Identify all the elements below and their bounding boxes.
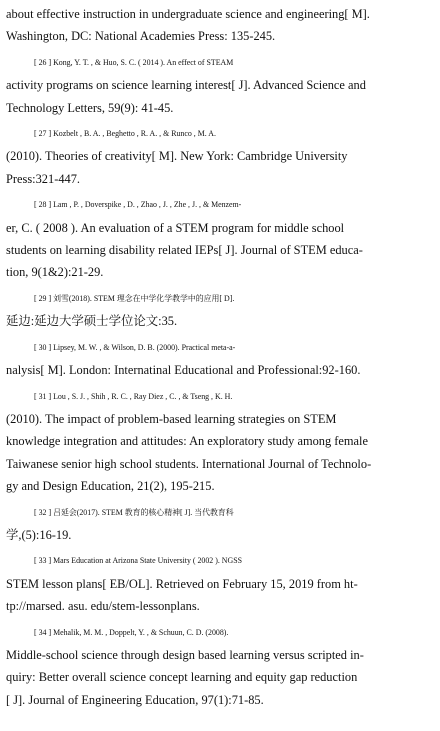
reference-line: Technology Letters, 59(9): 41-45. bbox=[6, 100, 174, 115]
reference-line: quiry: Better overall science concept learning and equity gap reduction bbox=[6, 670, 358, 685]
reference-line: nalysis[ M]. London: Internatinal Educational and Professional:92-160. bbox=[6, 363, 361, 378]
reference-28 bbox=[6, 194, 434, 284]
reference-line: students on learning disability related IEPs[ J]. Journal of STEM educa- bbox=[6, 243, 363, 258]
reference-line: knowledge integration and attitudes: An exploratory study among female bbox=[6, 434, 368, 449]
reference-30 bbox=[6, 337, 434, 382]
reference-line: [ 34 ] Mehalik, M. M. , Doppelt, Y. , & Schuun, C. D. (2008). bbox=[34, 627, 229, 637]
reference-line: Taiwanese senior high school students. International Journal of Technolo- bbox=[6, 456, 372, 471]
reference-line: [ 29 ] 刘雪(2018). STEM 理念在中学化学教学中的应用[ D]. bbox=[34, 293, 235, 303]
reference-line: (2010). Theories of creativity[ M]. New York: Cambridge University bbox=[6, 149, 348, 164]
reference-line: 延边:延边大学硕士学位论文:35. bbox=[6, 314, 178, 329]
reference-25-continuation bbox=[6, 3, 434, 48]
reference-line: [ J]. Journal of Engineering Education, 97(1):71-85. bbox=[6, 692, 264, 707]
reference-line: STEM lesson plans[ EB/OL]. Retrieved on February 15, 2019 from ht- bbox=[6, 576, 358, 591]
reference-26 bbox=[6, 52, 434, 119]
reference-line: Washington, DC: National Academies Press: 135-245. bbox=[6, 29, 276, 44]
reference-line: [ 28 ] Lam , P. , Doverspike , D. , Zhao , J. , Zhe , J. , & Menzem- bbox=[34, 200, 242, 210]
reference-line: [ 33 ] Mars Education at Arizona State University ( 2002 ). NGSS bbox=[34, 556, 242, 566]
reference-line: gy and Design Education, 21(2), 195-215. bbox=[6, 479, 215, 494]
reference-line: activity programs on science learning interest[ J]. Advanced Science and bbox=[6, 78, 366, 93]
reference-line: [ 32 ] 吕延会(2017). STEM 教育的核心精神[ J]. 当代教育科 bbox=[34, 507, 234, 517]
reference-27 bbox=[6, 123, 434, 190]
reference-line: Press:321-447. bbox=[6, 171, 80, 186]
reference-line: 学,(5):16-19. bbox=[6, 527, 72, 542]
reference-line: er, C. ( 2008 ). An evaluation of a STEM program for middle school bbox=[6, 220, 345, 235]
reference-31 bbox=[6, 386, 434, 498]
reference-33 bbox=[6, 550, 434, 617]
reference-line: tp://marsed. asu. edu/stem-lessonplans. bbox=[6, 599, 200, 614]
reference-29 bbox=[6, 288, 434, 333]
reference-line: about effective instruction in undergraduate science and engineering[ M]. bbox=[6, 7, 370, 21]
reference-34 bbox=[6, 622, 434, 712]
reference-line: [ 30 ] Lipsey, M. W. , & Wilson, D. B. (2000). Practical meta-a- bbox=[34, 342, 236, 352]
reference-line: Middle-school science through design based learning versus scripted in- bbox=[6, 647, 364, 662]
reference-line: [ 31 ] Lou , S. J. , Shih , R. C. , Ray Diez , C. , & Tseng , K. H. bbox=[34, 391, 233, 401]
reference-line: [ 26 ] Kong, Y. T. , & Huo, S. C. ( 2014 ). An effect of STEAM bbox=[34, 57, 234, 67]
reference-line: tion, 9(1&2):21-29. bbox=[6, 265, 104, 280]
reference-line: (2010). The impact of problem-based learning strategies on STEM bbox=[6, 411, 337, 426]
reference-32 bbox=[6, 502, 434, 547]
reference-line: [ 27 ] Kozbelt , B. A. , Beghetto , R. A. , & Runco , M. A. bbox=[34, 129, 216, 139]
